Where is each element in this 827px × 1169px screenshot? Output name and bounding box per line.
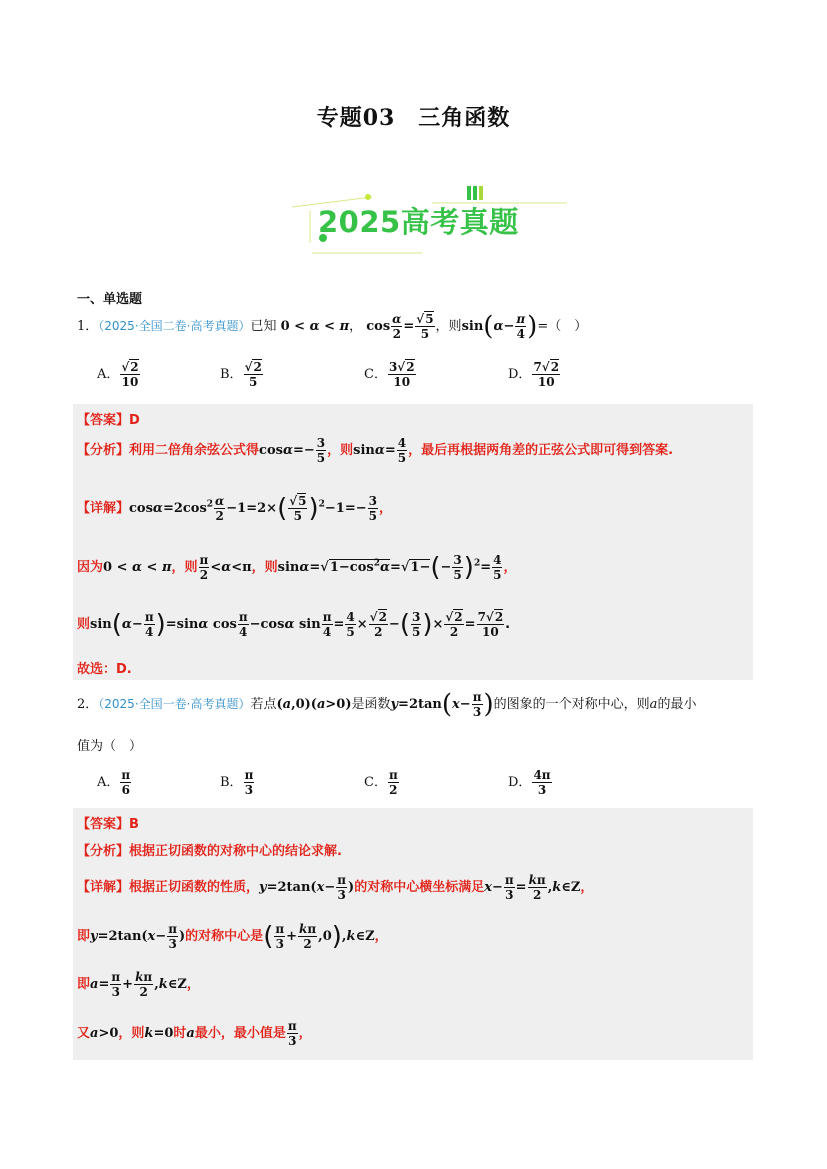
detail-1-line-1: 【详解】$\cos\alpha=2\cos^2$ $\frac{\alpha}{2}$ −1=2×( $\frac{√5}{5}$ )$^2$−1=− $\frac{3}{5}$ ， <box>77 493 392 524</box>
analysis-1: 【分析】利用二倍角余弦公式得cosα=− $\frac{3}{5}$ ，则sinα= $\frac{4}{5}$ ，最后再根据两角差的正弦公式即可得到答案. <box>77 436 674 465</box>
question-number: 2． <box>77 697 99 712</box>
option-b[interactable]: B． $\frac{\pi}{3}$ <box>220 768 254 797</box>
option-c[interactable]: C． $\frac{3√2}{10}$ <box>364 360 415 389</box>
option-c[interactable]: C． $\frac{\pi}{2}$ <box>364 768 398 797</box>
question-source: （2025·全国二卷·高考真题） <box>98 319 251 333</box>
analysis-2: 【分析】根据正切函数的对称中心的结论求解. <box>77 844 342 859</box>
option-a[interactable]: A． $\frac{\pi}{6}$ <box>97 768 131 797</box>
detail-1-line-2: 因为0 < α < π，则 $\frac{\pi}{2}$ <α<π，则$\sin\alpha=√1-\cos^2\alpha=√1-(-$ $\frac{3}{5}$ )$^2$= $\frac{4}{5}$ ， <box>77 552 517 583</box>
question-2-stem: 2．（2025·全国一卷·高考真题）若点(a,0)(a>0)是函数y=2tan(x− $\frac{\pi}{3}$ )的图象的一个对称中心，则a的最小 <box>77 689 697 720</box>
option-d[interactable]: D． $\frac{4\pi}{3}$ <box>508 768 551 797</box>
detail-1-line-3: 则sin(α− $\frac{\pi}{4}$ )=sinα cos $\frac{\pi}{4}$ −cosα sin $\frac{\pi}{4}$ = $\frac{4}{5}$ × $\frac{√2}{2}$ −( $\frac{3}{5}$ )× $\frac{√2}{2}$ = $\frac{7√2}{10}$ . <box>77 609 511 640</box>
detail-2-line-3: 即a= $\frac{\pi}{3}$ + $\frac{k\pi}{2}$ ,k∈Z， <box>77 970 200 999</box>
option-d[interactable]: D． $\frac{7√2}{10}$ <box>508 360 560 389</box>
section-heading: 一、单选题 <box>77 292 143 307</box>
answer-1: 【答案】D <box>77 413 140 428</box>
question-number: 1． <box>77 319 99 334</box>
question-2-stem-cont: 值为（ ） <box>77 739 143 754</box>
question-1-stem: 1．（2025·全国二卷·高考真题）已知 0 < α < π， cos $\frac{\alpha}{2}$ = $\frac{√5}{5}$ ，则sin(α− $\frac{\pi}{4}$ )=（ ） <box>77 311 588 342</box>
option-a[interactable]: A． $\frac{√2}{10}$ <box>97 360 139 389</box>
detail-2-line-1: 【详解】根据正切函数的性质，y=2tan(x− $\frac{\pi}{3}$ )的对称中心横坐标满足x− $\frac{\pi}{3}$ = $\frac{k\pi}{2}$ ,k∈Z， <box>77 873 594 902</box>
detail-2-line-2: 即y=2tan(x− $\frac{\pi}{3}$ )的对称中心是( $\frac{\pi}{3}$ + $\frac{k\pi}{2}$ ,0),k∈Z， <box>77 921 388 952</box>
conclusion-1: 故选：D. <box>77 662 132 677</box>
question-source: （2025·全国一卷·高考真题） <box>98 697 251 711</box>
option-b[interactable]: B． $\frac{√2}{5}$ <box>220 360 262 389</box>
answer-2: 【答案】B <box>77 817 139 832</box>
banner-title: 2025高考真题 <box>318 205 519 239</box>
detail-2-line-4: 又a>0，则k=0时a最小，最小值是 $\frac{\pi}{3}$ ， <box>77 1019 312 1048</box>
page-title: 专题03 三角函数 <box>316 105 511 131</box>
